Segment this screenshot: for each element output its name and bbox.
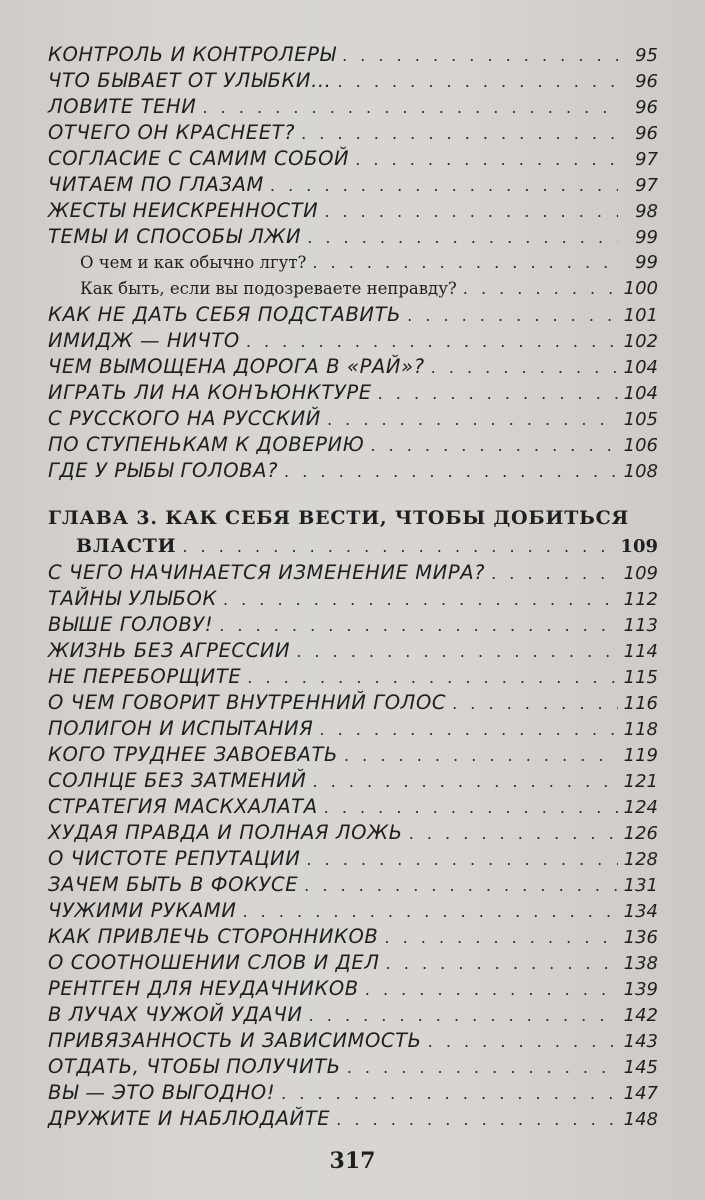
toc-entry-page: 105 <box>623 409 658 430</box>
toc-entry-page: 99 <box>635 252 658 273</box>
toc-entry <box>48 94 658 120</box>
toc-entry-title: ТЕМЫ И СПОСОБЫ ЛЖИ <box>48 225 302 248</box>
toc-entry-page: 131 <box>623 875 658 896</box>
toc-entry-page: 124 <box>623 797 658 818</box>
toc-entry-page: 118 <box>623 719 658 740</box>
dot-leader <box>182 533 614 561</box>
dot-leader <box>301 121 618 147</box>
toc-entry-title: СОГЛАСИЕ С САМИМ СОБОЙ <box>48 147 350 170</box>
dot-leader <box>203 95 619 121</box>
chapter-heading: ГЛАВА 3. КАК СЕБЯ ВЕСТИ, ЧТОБЫ ДОБИТЬСЯ <box>48 507 630 529</box>
dot-leader <box>296 639 617 665</box>
toc-entry-page: 119 <box>623 745 658 766</box>
toc-entry-title: ИМИДЖ — НИЧТО <box>48 329 240 352</box>
toc-entry-page: 148 <box>623 1109 658 1130</box>
toc-entry-page: 108 <box>623 461 658 482</box>
dot-leader <box>284 459 618 485</box>
dot-leader <box>281 1081 618 1107</box>
toc-subentry <box>48 276 658 302</box>
toc-entry-title: КОНТРОЛЬ И КОНТРОЛЕРЫ <box>48 43 337 66</box>
toc-entry-page: 142 <box>623 1005 658 1026</box>
toc-entry-title: ЧУЖИМИ РУКАМИ <box>48 899 237 922</box>
toc-entry-page: 134 <box>623 901 658 922</box>
toc-entry-page: 97 <box>635 175 658 196</box>
toc-entry <box>48 68 658 94</box>
toc-entry-page: 97 <box>635 149 658 170</box>
toc-entry-page: 96 <box>635 97 658 118</box>
chapter-page-number: 109 <box>620 536 658 557</box>
toc-entry <box>48 198 658 224</box>
toc-entry-title: О ЧИСТОТЕ РЕПУТАЦИИ <box>48 847 301 870</box>
toc-section-top <box>48 42 658 484</box>
toc-entry <box>48 872 658 898</box>
toc-entry <box>48 638 658 664</box>
toc-entry-page: 109 <box>623 563 658 584</box>
toc-entry-page: 104 <box>623 357 658 378</box>
toc-entry-title: ВЫШЕ ГОЛОВУ! <box>48 613 214 636</box>
toc-entry <box>48 742 658 768</box>
dot-leader <box>344 743 618 769</box>
toc-entry <box>48 1002 658 1028</box>
toc-entry <box>48 42 658 68</box>
toc-entry-page: 100 <box>623 278 658 299</box>
toc-entry-title: ОТЧЕГО ОН КРАСНЕЕТ? <box>48 121 296 144</box>
toc-entry-page: 95 <box>635 45 658 66</box>
dot-leader <box>409 821 618 847</box>
toc-entry <box>48 120 658 146</box>
dot-leader <box>428 1029 618 1055</box>
toc-entry <box>48 690 658 716</box>
toc-entry <box>48 302 658 328</box>
toc-entry <box>48 172 658 198</box>
toc-entry <box>48 716 658 742</box>
dot-leader <box>491 561 618 587</box>
dot-leader <box>219 613 617 639</box>
toc-entry-page: 113 <box>623 615 658 636</box>
toc-entry <box>48 458 658 484</box>
dot-leader <box>337 69 618 95</box>
toc-entry-page: 136 <box>623 927 658 948</box>
toc-entry-title: ХУДАЯ ПРАВДА И ПОЛНАЯ ЛОЖЬ <box>48 821 403 844</box>
toc-entry-page: 126 <box>623 823 658 844</box>
toc-entry-title: СОЛНЦЕ БЕЗ ЗАТМЕНИЙ <box>48 769 307 792</box>
toc-entry <box>48 406 658 432</box>
dot-leader <box>246 329 618 355</box>
dot-leader <box>312 769 617 795</box>
toc-entry-page: 115 <box>623 667 658 688</box>
toc-entry-title: С ЧЕГО НАЧИНАЕТСЯ ИЗМЕНЕНИЕ МИРА? <box>48 561 486 584</box>
toc-entry <box>48 354 658 380</box>
toc-entry-title: О чем и как обычно лгут? <box>80 253 307 272</box>
dot-leader <box>384 925 617 951</box>
toc-entry <box>48 146 658 172</box>
toc-entry <box>48 380 658 406</box>
dot-leader <box>407 303 618 329</box>
toc-entry-title: ЛОВИТЕ ТЕНИ <box>48 95 197 118</box>
dot-leader <box>347 1055 618 1081</box>
toc-entry-page: 106 <box>623 435 658 456</box>
dot-leader <box>324 199 618 225</box>
toc-entry-page: 101 <box>623 305 658 326</box>
dot-leader <box>247 665 617 691</box>
toc-entry-page: 96 <box>635 123 658 144</box>
toc-entry-title: ПРИВЯЗАННОСТЬ И ЗАВИСИМОСТЬ <box>48 1029 422 1052</box>
chapter-heading-continued <box>48 532 658 560</box>
toc-entry-title: ТАЙНЫ УЛЫБОК <box>48 587 217 610</box>
dot-leader <box>370 433 617 459</box>
toc-entry <box>48 586 658 612</box>
toc-entry <box>48 1080 658 1106</box>
toc-entry <box>48 794 658 820</box>
toc-entry-page: 104 <box>623 383 658 404</box>
dot-leader <box>304 873 617 899</box>
toc-entry-title: ЧТО БЫВАЕТ ОТ УЛЫБКИ... <box>48 69 332 92</box>
toc-entry-page: 128 <box>623 849 658 870</box>
toc-entry-title: Как быть, если вы подозреваете неправду? <box>80 279 457 298</box>
toc-entry <box>48 846 658 872</box>
toc-entry-title: О СООТНОШЕНИИ СЛОВ И ДЕЛ <box>48 951 380 974</box>
toc-entry-title: В ЛУЧАХ ЧУЖОЙ УДАЧИ <box>48 1003 303 1026</box>
toc-entry-title: СТРАТЕГИЯ МАСКХАЛАТА <box>48 795 318 818</box>
toc-entry-title: ИГРАТЬ ЛИ НА КОНЪЮНКТУРЕ <box>48 381 372 404</box>
dot-leader <box>342 43 618 69</box>
toc-entry-title: ПОЛИГОН И ИСПЫТАНИЯ <box>48 717 314 740</box>
toc-entry <box>48 328 658 354</box>
dot-leader <box>270 173 618 199</box>
toc-entry <box>48 976 658 1002</box>
toc-entry <box>48 820 658 846</box>
toc-entry-page: 147 <box>623 1083 658 1104</box>
toc-entry-title: РЕНТГЕН ДЛЯ НЕУДАЧНИКОВ <box>48 977 359 1000</box>
toc-entry-page: 99 <box>635 227 658 248</box>
toc-entry <box>48 224 658 250</box>
dot-leader <box>431 355 618 381</box>
dot-leader <box>324 795 618 821</box>
toc-entry <box>48 1054 658 1080</box>
chapter-heading-line2: ВЛАСТИ <box>76 535 177 557</box>
dot-leader <box>306 847 617 873</box>
dot-leader <box>327 407 618 433</box>
dot-leader <box>319 717 617 743</box>
page-number: 317 <box>329 1148 376 1174</box>
toc-entry-title: КОГО ТРУДНЕЕ ЗАВОЕВАТЬ <box>48 743 338 766</box>
table-of-contents <box>48 42 658 1132</box>
toc-entry-page: 121 <box>623 771 658 792</box>
toc-entry <box>48 1106 658 1132</box>
dot-leader <box>309 1003 618 1029</box>
dot-leader <box>452 691 618 717</box>
toc-entry-title: ОТДАТЬ, ЧТОБЫ ПОЛУЧИТЬ <box>48 1055 341 1078</box>
toc-entry-page: 112 <box>623 589 658 610</box>
toc-subentry <box>48 250 658 276</box>
dot-leader <box>243 899 618 925</box>
toc-entry-title: ЖЕСТЫ НЕИСКРЕННОСТИ <box>48 199 319 222</box>
dot-leader <box>378 381 618 407</box>
toc-entry <box>48 432 658 458</box>
toc-entry-title: С РУССКОГО НА РУССКИЙ <box>48 407 321 430</box>
toc-entry-title: ПО СТУПЕНЬКАМ К ДОВЕРИЮ <box>48 433 365 456</box>
toc-entry-title: ЖИЗНЬ БЕЗ АГРЕССИИ <box>48 639 291 662</box>
dot-leader <box>463 276 618 302</box>
toc-entry-page: 145 <box>623 1057 658 1078</box>
toc-entry <box>48 560 658 586</box>
dot-leader <box>386 951 618 977</box>
toc-entry-title: ВЫ — ЭТО ВЫГОДНО! <box>48 1081 276 1104</box>
dot-leader <box>223 587 618 613</box>
toc-entry-title: КАК НЕ ДАТЬ СЕБЯ ПОДСТАВИТЬ <box>48 303 402 326</box>
toc-entry-title: КАК ПРИВЛЕЧЬ СТОРОННИКОВ <box>48 925 379 948</box>
dot-leader <box>365 977 618 1003</box>
toc-entry <box>48 898 658 924</box>
toc-entry <box>48 950 658 976</box>
toc-entry-page: 143 <box>623 1031 658 1052</box>
dot-leader <box>307 225 618 251</box>
toc-entry <box>48 664 658 690</box>
toc-entry <box>48 768 658 794</box>
toc-entry-title: ЧИТАЕМ ПО ГЛАЗАМ <box>48 173 264 196</box>
toc-entry <box>48 1028 658 1054</box>
toc-entry-page: 114 <box>623 641 658 662</box>
toc-entry <box>48 924 658 950</box>
toc-entry-page: 139 <box>623 979 658 1000</box>
toc-entry-page: 98 <box>635 201 658 222</box>
toc-section-bottom <box>48 560 658 1132</box>
toc-entry-title: ЧЕМ ВЫМОЩЕНА ДОРОГА В «РАЙ»? <box>48 355 425 378</box>
toc-entry-page: 102 <box>623 331 658 352</box>
toc-entry <box>48 612 658 638</box>
dot-leader <box>355 147 618 173</box>
toc-entry-title: ДРУЖИТЕ И НАБЛЮДАЙТЕ <box>48 1107 331 1130</box>
toc-entry-title: ЗАЧЕМ БЫТЬ В ФОКУСЕ <box>48 873 299 896</box>
dot-leader <box>312 250 618 276</box>
toc-entry-title: НЕ ПЕРЕБОРЩИТЕ <box>48 665 242 688</box>
toc-entry-page: 96 <box>635 71 658 92</box>
toc-entry-page: 138 <box>623 953 658 974</box>
toc-entry-title: ГДЕ У РЫБЫ ГОЛОВА? <box>48 459 279 482</box>
dot-leader <box>336 1107 617 1133</box>
toc-entry-title: О ЧЕМ ГОВОРИТ ВНУТРЕННИЙ ГОЛОС <box>48 691 447 714</box>
toc-entry-page: 116 <box>623 693 658 714</box>
